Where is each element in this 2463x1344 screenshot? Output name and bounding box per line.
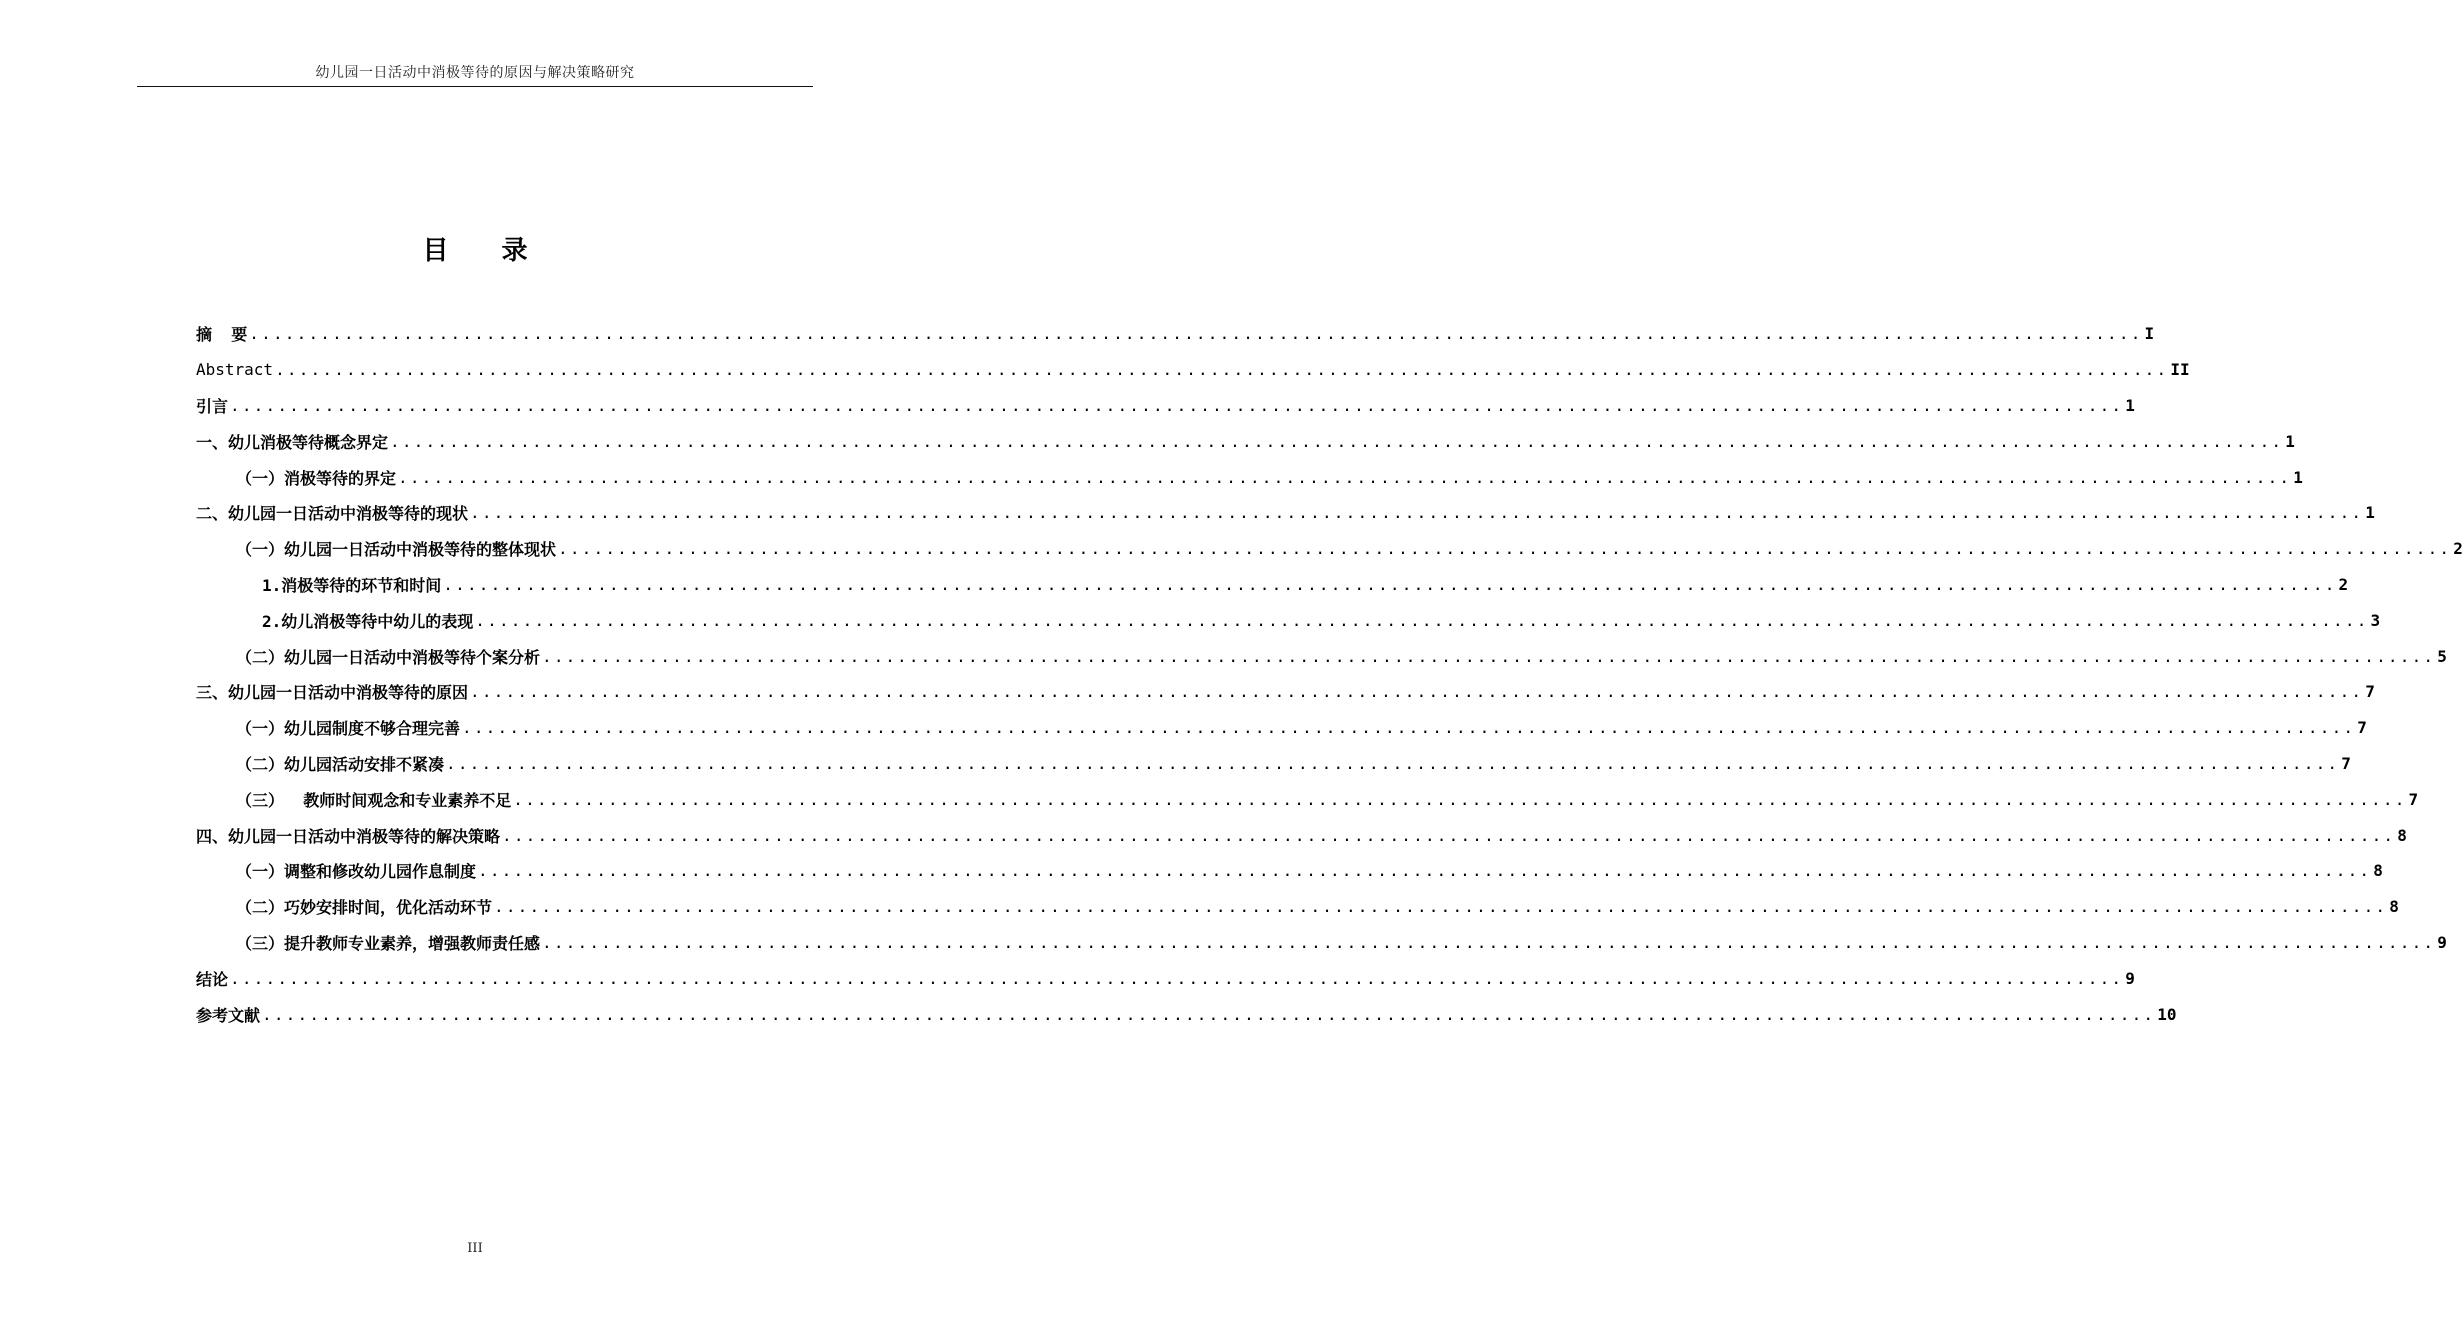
toc-entry-section-4-1[interactable] bbox=[196, 853, 2383, 889]
toc-entry-label: （一）调整和修改幼儿园作息制度 bbox=[236, 862, 477, 882]
page-number: III bbox=[467, 1241, 483, 1256]
header-divider bbox=[137, 86, 813, 87]
toc-entry-page: 7 bbox=[2341, 753, 2351, 773]
toc-entry-page: 2 bbox=[2338, 574, 2349, 594]
toc-entry-introduction[interactable] bbox=[196, 388, 2135, 424]
toc-entry-page: 1 bbox=[2365, 503, 2375, 523]
toc-entry-section-2-1[interactable] bbox=[196, 531, 2463, 567]
toc-leader-dots: ................................................................................................................................................................ bbox=[542, 646, 2436, 666]
toc-entry-section-3-2[interactable] bbox=[196, 746, 2351, 782]
toc-entry-label: 引言 bbox=[196, 396, 229, 416]
toc-entry-page: 5 bbox=[2437, 646, 2447, 666]
toc-entry-label: （三）提升教师专业素养，增强教师责任感 bbox=[236, 933, 541, 953]
toc-entry-page: 7 bbox=[2365, 682, 2375, 702]
toc-entry-page: 2 bbox=[2453, 539, 2463, 559]
toc-leader-dots: ................................................................................................................................................................ bbox=[470, 503, 2364, 523]
toc-leader-dots: ................................................................................................................................................................ bbox=[513, 789, 2407, 809]
toc-entry-section-3-1[interactable] bbox=[196, 710, 2367, 746]
toc-leader-dots: ................................................................................................................................................................ bbox=[262, 1004, 2156, 1024]
toc-entry-label: （二）巧妙安排时间，优化活动环节 bbox=[236, 898, 493, 918]
toc-entry-subsection-2-1-2[interactable] bbox=[196, 602, 2381, 638]
toc-leader-dots: ................................................................................................................................................................ bbox=[398, 467, 2292, 487]
toc-entry-page: 9 bbox=[2437, 932, 2447, 952]
toc-entry-page: 1 bbox=[2293, 467, 2303, 487]
toc-entry-page: I bbox=[2144, 324, 2155, 344]
toc-entry-chapter-1[interactable] bbox=[196, 423, 2295, 459]
toc-entry-label: 结论 bbox=[196, 969, 229, 989]
toc-entry-page: 10 bbox=[2157, 1004, 2177, 1024]
toc-leader-dots: ................................................................................................................................................................ bbox=[475, 610, 2369, 630]
toc-entry-label: （三） 教师时间观念和专业素养不足 bbox=[236, 790, 512, 810]
toc-leader-dots: ................................................................................................................................................................ bbox=[478, 861, 2372, 881]
toc-leader-dots: ................................................................................................................................................................ bbox=[230, 968, 2124, 988]
toc-entry-section-2-2[interactable] bbox=[196, 638, 2447, 674]
toc-entry-page: II bbox=[2170, 360, 2190, 380]
toc-leader-dots: ................................................................................................................................................................ bbox=[494, 897, 2388, 917]
toc-title: 目 录 bbox=[422, 236, 550, 266]
toc-leader-dots: ................................................................................................................................................................ bbox=[390, 431, 2284, 451]
toc-leader-dots: ................................................................................................................................................................ bbox=[230, 395, 2124, 415]
toc-leader-dots: ................................................................................................................................................................ bbox=[462, 718, 2356, 738]
toc-entry-page: 8 bbox=[2389, 897, 2399, 917]
toc-entry-section-3-3[interactable] bbox=[196, 781, 2419, 817]
toc-leader-dots: ................................................................................................................................................................ bbox=[249, 324, 2143, 344]
toc-entry-label: （一）幼儿园一日活动中消极等待的整体现状 bbox=[236, 540, 557, 560]
toc-leader-dots: ................................................................................................................................................................ bbox=[470, 682, 2364, 702]
toc-leader-dots: ................................................................................................................................................................ bbox=[542, 932, 2436, 952]
toc-entry-label: 一、幼儿消极等待概念界定 bbox=[196, 432, 389, 452]
toc-entry-page: 1 bbox=[2285, 431, 2295, 451]
toc-entry-abstract-cn[interactable] bbox=[196, 316, 2155, 352]
toc-entry-page: 1 bbox=[2125, 395, 2135, 415]
toc-entry-label: 四、幼儿园一日活动中消极等待的解决策略 bbox=[196, 826, 501, 846]
toc-entry-page: 7 bbox=[2408, 789, 2419, 809]
toc-entry-chapter-2[interactable] bbox=[196, 495, 2375, 531]
toc-entry-label: 摘 要 bbox=[196, 325, 248, 345]
running-header: 幼儿园一日活动中消极等待的原因与解决策略研究 bbox=[315, 65, 635, 81]
toc-leader-dots: ................................................................................................................................................................ bbox=[443, 574, 2337, 594]
toc-entry-references[interactable] bbox=[196, 996, 2177, 1032]
toc-entry-label: （二）幼儿园活动安排不紧凑 bbox=[236, 754, 445, 774]
toc-entry-section-1-1[interactable] bbox=[196, 459, 2303, 495]
toc-entry-chapter-4[interactable] bbox=[196, 817, 2407, 853]
toc-entry-page: 8 bbox=[2397, 825, 2407, 845]
toc-leader-dots: ................................................................................................................................................................ bbox=[502, 825, 2396, 845]
toc-entry-chapter-3[interactable] bbox=[196, 674, 2375, 710]
toc-entry-section-4-3[interactable] bbox=[196, 925, 2447, 961]
toc-entry-label: 二、幼儿园一日活动中消极等待的现状 bbox=[196, 504, 469, 524]
toc-entry-page: 8 bbox=[2373, 861, 2383, 881]
toc-entry-section-4-2[interactable] bbox=[196, 889, 2399, 925]
toc-entry-label: Abstract bbox=[196, 360, 274, 380]
toc-entry-label: （一）幼儿园制度不够合理完善 bbox=[236, 719, 461, 739]
toc-entry-label: 三、幼儿园一日活动中消极等待的原因 bbox=[196, 683, 469, 703]
toc-entry-label: （二）幼儿园一日活动中消极等待个案分析 bbox=[236, 647, 541, 667]
toc-entry-abstract-en[interactable] bbox=[196, 352, 2190, 388]
toc-entry-label: 参考文献 bbox=[196, 1005, 261, 1025]
toc-entry-label: 2.幼儿消极等待中幼儿的表现 bbox=[262, 611, 474, 631]
toc-entry-label: （一）消极等待的界定 bbox=[236, 468, 397, 488]
toc-entry-page: 7 bbox=[2357, 718, 2367, 738]
toc-leader-dots: ................................................................................................................................................................ bbox=[275, 360, 2169, 380]
toc-entry-page: 3 bbox=[2370, 610, 2381, 630]
toc-leader-dots: ................................................................................................................................................................ bbox=[446, 753, 2340, 773]
toc-entry-conclusion[interactable] bbox=[196, 960, 2135, 996]
toc-entry-subsection-2-1-1[interactable] bbox=[196, 567, 2349, 603]
toc-entry-label: 1.消极等待的环节和时间 bbox=[262, 575, 442, 595]
toc-leader-dots: ................................................................................................................................................................ bbox=[558, 539, 2452, 559]
toc-entry-page: 9 bbox=[2125, 968, 2135, 988]
table-of-contents bbox=[196, 316, 2463, 1032]
